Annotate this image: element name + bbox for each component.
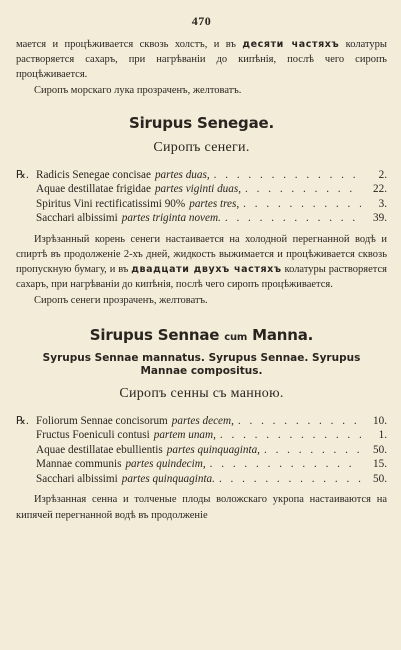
leader-dots [210,457,361,472]
senegae-paragraph-2: Сиропъ сенеги прозраченъ, желтоватъ. [34,294,208,306]
leader-dots [264,443,361,458]
senegae-title: Sirupus Senegae. [129,113,274,132]
recipe-ingredient: Sacchari albissimi [36,212,118,225]
senegae-text-part2: колатуры растворяется сахаръ, при нагрѣваніи до кипѣнія, послѣ чего сиропъ процѣживается. [16,264,387,291]
leader-dots [214,168,361,183]
page-number: 470 [191,14,212,28]
senegae-text-part1: Изрѣзанный корень сенеги настаивается на холодной перегнанной водѣ и спиртѣ въ продолженіе 2-хъ дней, жидкость выжимается и процѣживается сквозь пропускную бумагу, и въ [16,233,387,276]
top-text-part2: колатуры растворяется сахаръ, при нагрѣваніи до кипѣнія, послѣ чего сиропъ процѣживается. [16,39,387,81]
recipe-portion: partes triginta novem. [121,212,221,225]
recipe-line [16,428,387,443]
recipe-ingredient: Foliorum Sennae concisorum [36,414,168,427]
leader-dots [243,197,361,212]
recipe-quantity: 22. [373,183,387,196]
recipe-line [16,197,387,212]
senegae-recipe [16,168,387,226]
recipe-ingredient: Spiritus Vini rectificatissimi 90% [36,197,186,210]
recipe-line [16,472,387,487]
leader-dots [245,182,361,197]
sennae-synonyms: Syrupus Sennae mannatus. Syrupus Sennae. Syrupus Mannae compositus. [42,351,361,377]
recipe-symbol: ℞. [16,414,29,427]
recipe-portion: partes quinquaginta. [121,472,215,485]
sennae-recipe [16,414,387,487]
recipe-quantity: 39. [373,212,387,225]
top-paragraph [16,37,387,83]
recipe-quantity: 2. [378,168,387,181]
recipe-quantity: 1. [378,429,387,442]
senegae-paragraph [16,232,387,293]
sennae-title-part2: Manna. [247,325,314,344]
senegae-text-emphasis: двадцати двухъ частяхъ [131,264,282,276]
recipe-ingredient: Fructus Foeniculi contusi [36,429,150,442]
recipe-symbol: ℞. [16,168,29,181]
sennae-title [16,326,387,344]
sennae-title-part1: Sirupus Sennae [89,325,225,344]
recipe-portion: partes quinquaginta, [166,443,260,456]
recipe-ingredient: Mannae communis [36,458,122,471]
recipe-quantity: 50. [373,443,387,456]
top-paragraph-2: Сиропъ морскаго лука прозраченъ, желтоватъ. [34,84,242,96]
recipe-portion: partes quindecim, [125,458,206,471]
recipe-portion: partes decem, [171,414,234,427]
recipe-line [16,457,387,472]
sennae-title-ru: Сиропъ сенны съ манною. [119,385,284,401]
leader-dots [238,414,361,429]
recipe-line [16,168,387,183]
recipe-quantity: 50. [373,472,387,485]
sennae-paragraph: Изрѣзанная сенна и толченые плоды воложскаго укропа настаиваются на кипячей перегнанной водѣ въ продолженіе [16,494,387,521]
recipe-portion: partes viginti duas, [154,183,242,196]
recipe-line [16,443,387,458]
sennae-title-cum: cum [224,331,248,343]
recipe-ingredient: Sacchari albissimi [36,472,118,485]
recipe-line [16,182,387,197]
recipe-quantity: 10. [373,414,387,427]
recipe-ingredient: Aquae destillatae ebullientis [36,443,163,456]
senegae-title-ru: Сиропъ сенеги. [153,139,250,155]
recipe-ingredient: Radicis Senegae concisae [36,168,151,181]
recipe-quantity: 15. [373,458,387,471]
top-text-part1: мается и процѣживается сквозь холстъ, и въ [16,39,243,50]
recipe-portion: partes duas, [154,168,210,181]
recipe-ingredient: Aquae destillatae frigidae [36,183,151,196]
leader-dots [219,472,361,487]
recipe-portion: partem unam, [153,429,216,442]
recipe-quantity: 3. [378,197,387,210]
top-text-emphasis: десяти частяхъ [242,39,340,50]
recipe-portion: partes tres, [189,197,240,210]
leader-dots [220,428,361,443]
recipe-line [16,414,387,429]
leader-dots [225,211,361,226]
recipe-line [16,211,387,226]
